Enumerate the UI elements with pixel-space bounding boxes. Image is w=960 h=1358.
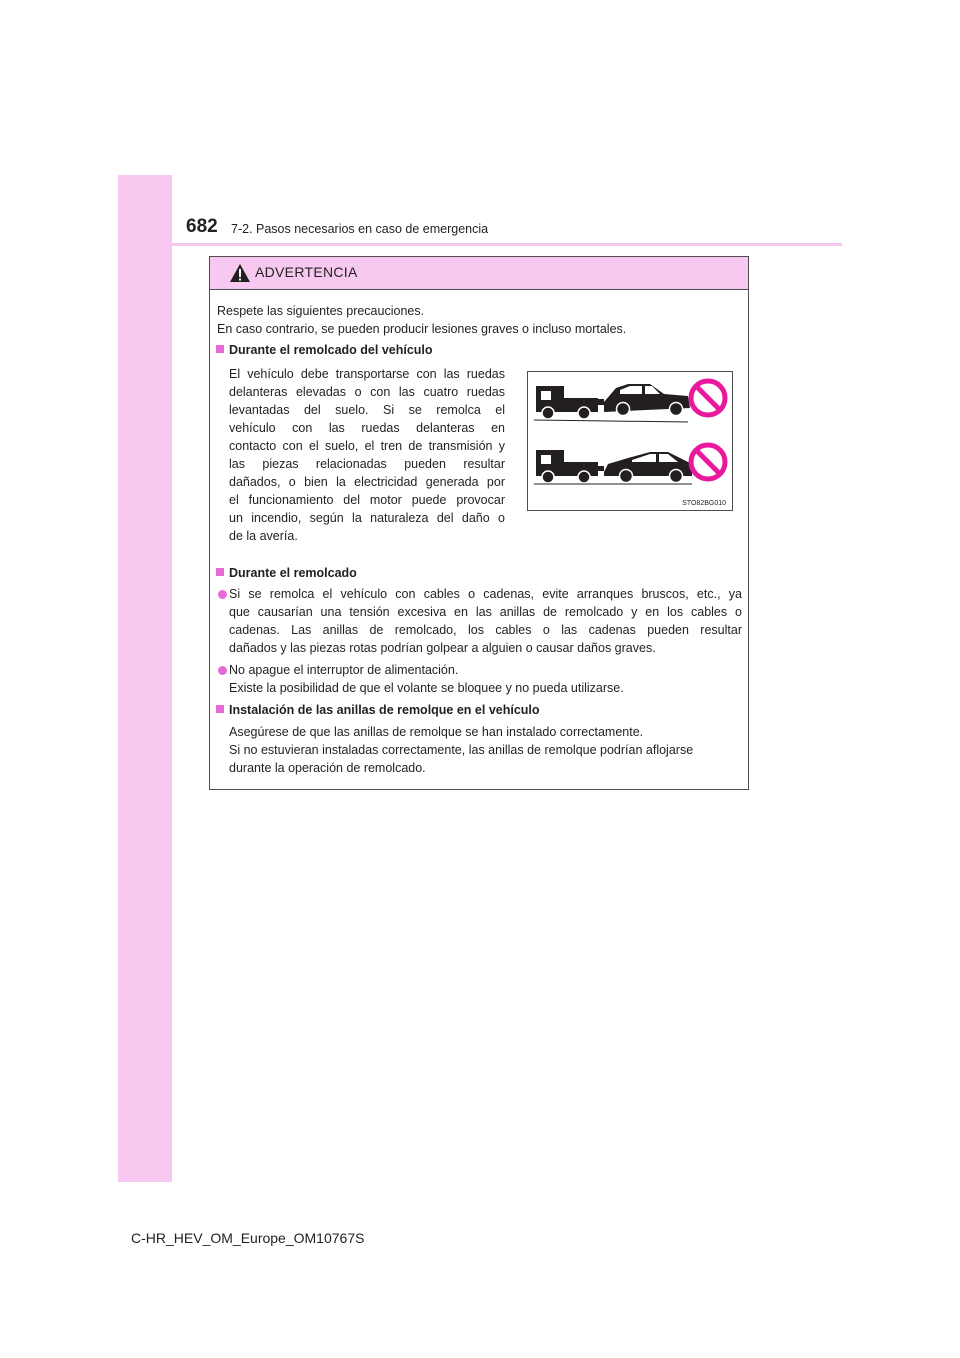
bullet-line: Si se remolca el vehículo con cables o cadenas, evite arranques bruscos, etc., ya bbox=[229, 587, 742, 601]
header-rule bbox=[172, 243, 842, 246]
bullet-line: Existe la posibilidad de que el volante se bloquee y no pueda utilizarse. bbox=[229, 681, 624, 695]
body-line: levantadas del suelo. Si se remolca el bbox=[229, 403, 505, 417]
body-line: dañados, o bien la electricidad generada por bbox=[229, 475, 505, 489]
car-icon bbox=[604, 384, 690, 416]
body-line: de la avería. bbox=[229, 529, 298, 543]
section-heading-towing-vehicle bbox=[216, 341, 433, 359]
body-line: delanteras elevadas o con las cuatro ruedas bbox=[229, 385, 505, 399]
intro-line: Respete las siguientes precauciones. bbox=[217, 304, 425, 318]
body-line: durante la operación de remolcado. bbox=[229, 761, 426, 775]
body-line: contacto con el suelo, el tren de transmisión y bbox=[229, 439, 505, 453]
towing-illustration bbox=[527, 371, 733, 511]
bullet-line: dañados y las piezas rotas podrían golpear a alguien o causar daños graves. bbox=[229, 641, 656, 655]
bullet-line: cadenas. Las anillas de remolcado, los cables o las cadenas pueden resultar bbox=[229, 623, 742, 637]
body-line: las piezas relacionadas pueden resultar bbox=[229, 457, 505, 471]
bullet-item bbox=[229, 661, 742, 697]
body-line: Si no estuvieran instaladas correctamente, las anillas de remolque podrían aflojarse bbox=[229, 743, 694, 757]
square-bullet-icon bbox=[216, 705, 224, 713]
prohibited-icon bbox=[691, 445, 725, 479]
bullet-item bbox=[229, 585, 742, 657]
sidebar-tab bbox=[118, 175, 172, 1182]
section-heading-text: Durante el remolcado bbox=[229, 566, 357, 580]
round-bullet-icon bbox=[218, 666, 227, 675]
warning-header bbox=[210, 257, 748, 290]
section-title: 7-2. Pasos necesarios en caso de emergencia bbox=[231, 222, 489, 236]
car-icon bbox=[604, 452, 692, 483]
bullet-line: que causarían una tensión excesiva en las anillas de remolcado y en los cables o bbox=[229, 605, 742, 619]
body-line: Asegúrese de que las anillas de remolque se han instalado correctamente. bbox=[229, 725, 644, 739]
body-line: vehículo con las ruedas delanteras en bbox=[229, 421, 505, 435]
prohibited-icon bbox=[691, 381, 725, 415]
square-bullet-icon bbox=[216, 345, 224, 353]
section-heading-text: Instalación de las anillas de remolque en el vehículo bbox=[229, 703, 540, 717]
section-heading-text: Durante el remolcado del vehículo bbox=[229, 343, 433, 357]
section-heading-towing bbox=[216, 564, 357, 582]
warning-box bbox=[209, 256, 749, 790]
page-number: 682 bbox=[186, 216, 218, 237]
bullet-line: No apague el interruptor de alimentación. bbox=[229, 663, 459, 677]
round-bullet-icon bbox=[218, 590, 227, 599]
section-heading-towing-eyelets bbox=[216, 701, 540, 719]
square-bullet-icon bbox=[216, 568, 224, 576]
towing-diagram bbox=[528, 372, 732, 510]
tow-truck-icon bbox=[536, 450, 604, 483]
body-line: un incendio, según la naturaleza del daño o bbox=[229, 511, 505, 525]
warning-title: ADVERTENCIA bbox=[255, 264, 358, 280]
body-line: El vehículo debe transportarse con las ruedas bbox=[229, 367, 505, 381]
section-body bbox=[229, 723, 742, 777]
figure-code: STO82BG010 bbox=[682, 500, 726, 507]
tow-truck-icon bbox=[536, 386, 604, 419]
section-body bbox=[229, 365, 505, 545]
intro-line: En caso contrario, se pueden producir lesiones graves o incluso mortales. bbox=[217, 322, 627, 336]
warning-triangle-icon bbox=[229, 263, 251, 283]
footer-doc-id: C-HR_HEV_OM_Europe_OM10767S bbox=[131, 1230, 365, 1246]
body-line: el funcionamiento del motor puede provocar bbox=[229, 493, 505, 507]
warning-intro bbox=[217, 302, 626, 338]
